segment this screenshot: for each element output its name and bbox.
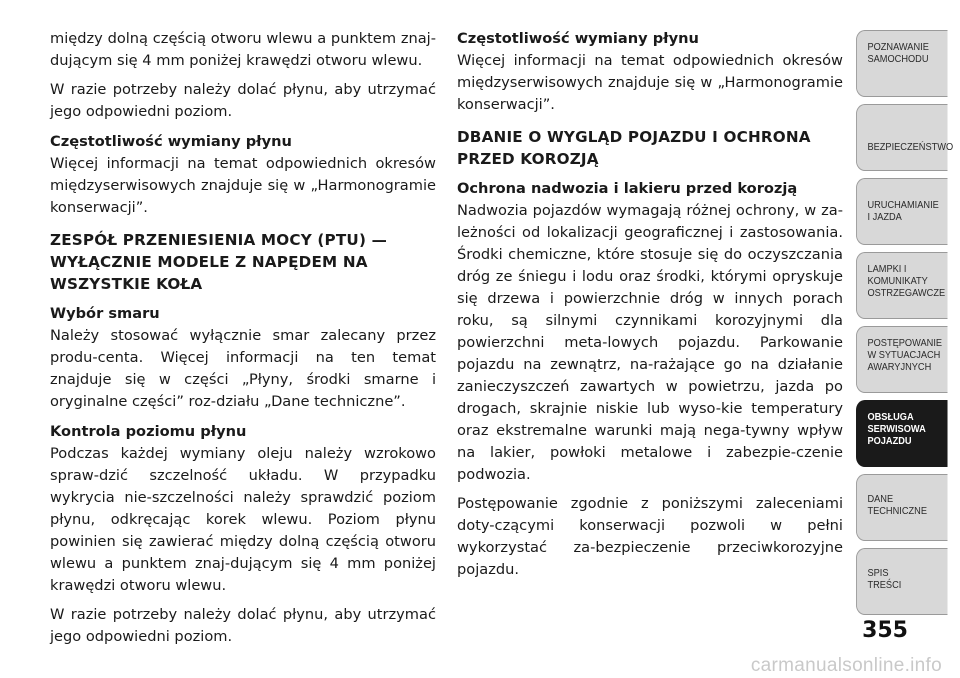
page-number: 355: [862, 618, 908, 643]
tab-label: BEZPIECZEŃSTWO: [867, 141, 954, 153]
tab-label: URUCHAMIANIE: [867, 199, 939, 211]
tab-label: KOMUNIKATY: [867, 275, 928, 287]
tab-lampki-i-komunikaty[interactable]: [856, 252, 948, 319]
tab-label: AWARYJNYCH: [867, 361, 932, 373]
tab-label: OBSŁUGA: [867, 411, 914, 423]
paragraph: W razie potrzeby należy dolać płynu, aby utrzymać jego odpowiedni poziom.: [50, 81, 436, 120]
subheading-fluid-change-frequency: Częstotliwość wymiany płynu: [457, 30, 699, 47]
paragraph: Należy stosować wyłącznie smar zalecany przez produ-centa. Więcej informacji na ten temat znajduje się w części „Płyny, środki smarne i oryginalne części” roz-działu „Dane techniczne”.: [50, 327, 436, 410]
tab-postepowanie-awaryjne[interactable]: [856, 326, 948, 393]
subheading-grease-selection: Wybór smaru: [50, 305, 160, 322]
tab-spis-tresci[interactable]: [856, 548, 948, 615]
watermark: carmanualsonline.info: [750, 655, 942, 676]
subheading-body-paint-protection: Ochrona nadwozia i lakieru przed korozją: [457, 180, 798, 197]
tab-label: POSTĘPOWANIE: [867, 337, 943, 349]
chapter-tabs: [856, 0, 960, 678]
subheading-fluid-change-frequency: Częstotliwość wymiany płynu: [50, 133, 292, 150]
tab-poznawanie-samochodu[interactable]: [856, 30, 948, 97]
paragraph: Więcej informacji na temat odpowiednich okresów międzyserwisowych znajduje się w „Harmonogramie konserwacji”.: [457, 52, 843, 113]
tab-label: LAMPKI I: [867, 263, 907, 275]
paragraph: między dolną częścią otworu wlewu a punktem znaj-dującym się 4 mm poniżej krawędzi otworu wlewu.: [50, 30, 436, 69]
section-heading-ptu: ZESPÓŁ PRZENIESIENIA MOCY (PTU) — WYŁĄCZNIE MODELE Z NAPĘDEM NA WSZYSTKIE KOŁA: [50, 231, 387, 293]
tab-label: OSTRZEGAWCZE: [867, 287, 946, 299]
tab-uruchamianie-i-jazda[interactable]: [856, 178, 948, 245]
left-column: [50, 28, 436, 655]
tab-label: SERWISOWA: [867, 423, 926, 435]
tab-label: SAMOCHODU: [867, 53, 929, 65]
tab-label: DANE: [867, 493, 894, 505]
tab-bezpieczenstwo[interactable]: [856, 104, 954, 171]
paragraph: Więcej informacji na temat odpowiednich okresów międzyserwisowych znajduje się w „Harmonogramie konserwacji”.: [50, 155, 436, 216]
paragraph: Podczas każdej wymiany oleju należy wzrokowo spraw-dzić szczelność układu. W przypadku wykrycia nie-szczelności należy sprawdzić poziom płynu, odkręcając korek wlewu. Poziom płynu powinien się zawierać między dolną częścią otworu wlewu a punktem znaj-dującym się 4 mm poniżej krawędzi otworu wlewu.: [50, 445, 436, 594]
paragraph: Nadwozia pojazdów wymagają różnej ochrony, w za-leżności od lokalizacji geograficznej i zastosowania. Środki chemiczne, które stosuje się do oczyszczania dróg ze śniegu i lodu oraz środki, którymi opryskuje się drzewa i powierzchnie dróg w innych porach roku, są silnymi czynnikami korozyjnymi dla powierzchni meta-lowych pojazdu. Parkowanie pojazdu na zewnątrz, na-rażające go na działanie zanieczyszczeń zawartych w powietrzu, jazda po drogach, skrajnie niskie lub wyso-kie temperatury oraz ekstremalne warunki mają nega-tywny wpływ na lakier, powłoki metalowe i zabezpie-czenie podwozia.: [457, 202, 843, 483]
tab-label: I JAZDA: [867, 211, 902, 223]
tab-label: W SYTUACJACH: [867, 349, 941, 361]
paragraph: Postępowanie zgodnie z poniższymi zaleceniami doty-czącymi konserwacji pozwoli w pełni wykorzystać za-bezpieczenie przeciwkorozyjne pojazdu.: [457, 495, 843, 578]
right-column: [457, 28, 843, 588]
paragraph: W razie potrzeby należy dolać płynu, aby utrzymać jego odpowiedni poziom.: [50, 606, 436, 645]
tab-label: TECHNICZNE: [867, 505, 927, 517]
tab-label: POJAZDU: [867, 435, 912, 447]
tab-obsluga-serwisowa[interactable]: [856, 400, 948, 467]
tab-label: TREŚCI: [867, 579, 902, 591]
section-heading-vehicle-care: DBANIE O WYGLĄD POJAZDU I OCHRONA PRZED KOROZJĄ: [457, 128, 811, 168]
subheading-fluid-level-check: Kontrola poziomu płynu: [50, 423, 247, 440]
tab-label: SPIS: [867, 567, 889, 579]
tab-label: POZNAWANIE: [867, 41, 929, 53]
tab-dane-techniczne[interactable]: [856, 474, 948, 541]
